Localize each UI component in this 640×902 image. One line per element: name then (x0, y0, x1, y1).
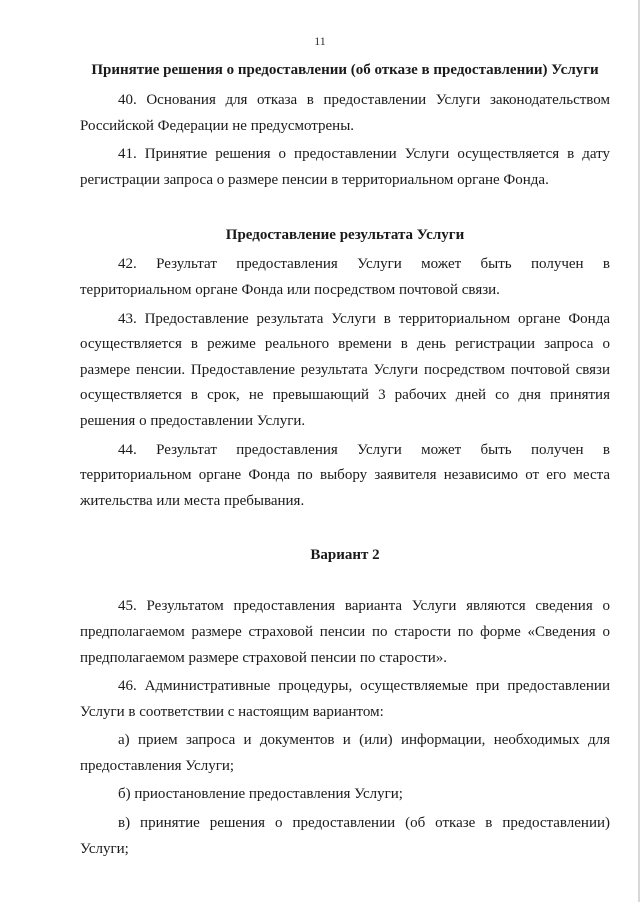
section-heading-variant-2: Вариант 2 (310, 547, 380, 564)
paragraph-40: 40. Основания для отказа в предоставлении Услуги законодательством Российской Федерации не предусмотрены. (80, 92, 610, 134)
paragraph-43: 43. Предоставление результата Услуги в территориальном органе Фонда осуществляется в режиме реального времени в день регистрации запроса о размере пенсии. Предоставление результата Услуги посредством почтовой связи осуществляется в срок, не превышающий 3 рабочих дней со дня принятия решения о предоставлении Услуги. (80, 310, 610, 429)
section-heading-decision: Принятие решения о предоставлении (об отказе в предоставлении) Услуги (91, 62, 599, 78)
paragraph-42: 42. Результат предоставления Услуги может быть получен в территориальном органе Фонда или посредством почтовой связи. (80, 256, 610, 298)
page-number: 11 (314, 34, 326, 48)
paragraph-44: 44. Результат предоставления Услуги может быть получен в территориальном органе Фонда по выбору заявителя независимо от его места жительства или места пребывания. (80, 441, 610, 509)
paragraph-45: 45. Результатом предоставления варианта Услуги являются сведения о предполагаемом размере страховой пенсии по старости по форме «Сведения о предполагаемом размере страховой пенсии по старости». (80, 598, 610, 666)
list-item-b: б) приостановление предоставления Услуги; (118, 786, 403, 803)
paragraph-46: 46. Административные процедуры, осуществляемые при предоставлении Услуги в соответствии с настоящим вариантом: (80, 678, 610, 720)
paragraph-41: 41. Принятие решения о предоставлении Услуги осуществляется в дату регистрации запроса о размере пенсии в территориальном органе Фонда. (80, 146, 610, 188)
section-heading-result: Предоставление результата Услуги (225, 227, 465, 244)
document-body (80, 58, 610, 865)
list-item-a: а) прием запроса и документов и (или) информации, необходимых для предоставления Услуги; (80, 732, 610, 774)
list-item-v: в) принятие решения о предоставлении (об отказе в предоставлении) Услуги; (80, 815, 610, 857)
